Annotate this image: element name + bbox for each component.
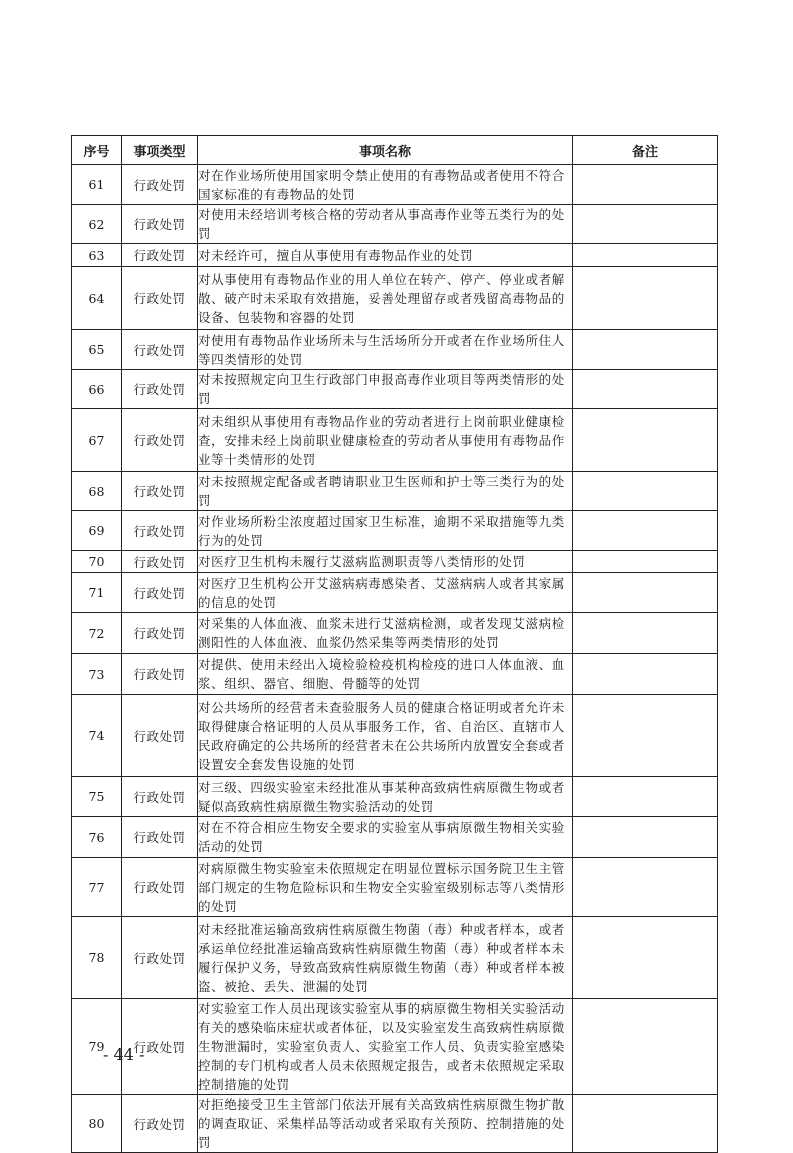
header-name: 事项名称 [198, 136, 573, 165]
row-number: 69 [72, 511, 122, 551]
table-row [72, 999, 718, 1095]
row-number: 63 [72, 244, 122, 267]
row-type: 行政处罚 [122, 917, 198, 999]
row-type: 行政处罚 [122, 511, 198, 551]
row-remark [573, 613, 718, 654]
row-name: 对未按照规定配备或者聘请职业卫生医师和护士等三类行为的处罚 [198, 472, 573, 511]
row-number: 70 [72, 551, 122, 573]
table-row [72, 472, 718, 511]
table-row [72, 917, 718, 999]
table-row [72, 511, 718, 551]
row-number: 65 [72, 330, 122, 370]
row-name: 对未组织从事使用有毒物品作业的劳动者进行上岗前职业健康检查，安排未经上岗前职业健康检查的劳动者从事使用有毒物品作业等十类情形的处罚 [198, 409, 573, 472]
row-number: 71 [72, 573, 122, 613]
row-type: 行政处罚 [122, 858, 198, 917]
row-name: 对医疗卫生机构公开艾滋病病毒感染者、艾滋病病人或者其家属的信息的处罚 [198, 573, 573, 613]
header-type: 事项类型 [122, 136, 198, 165]
row-type: 行政处罚 [122, 205, 198, 244]
table-row [72, 817, 718, 858]
row-remark [573, 858, 718, 917]
row-remark [573, 573, 718, 613]
row-number: 78 [72, 917, 122, 999]
row-type: 行政处罚 [122, 165, 198, 205]
row-type: 行政处罚 [122, 654, 198, 695]
row-number: 61 [72, 165, 122, 205]
row-name: 对公共场所的经营者未查验服务人员的健康合格证明或者允许未取得健康合格证明的人员从事服务工作，省、自治区、直辖市人民政府确定的公共场所的经营者未在公共场所内放置安全套或者设置安全套发售设施的处罚 [198, 695, 573, 777]
row-remark [573, 917, 718, 999]
row-remark [573, 409, 718, 472]
row-number: 67 [72, 409, 122, 472]
row-number: 74 [72, 695, 122, 777]
table-row [72, 551, 718, 573]
table-header-row [72, 136, 718, 165]
row-type: 行政处罚 [122, 777, 198, 817]
table-row [72, 409, 718, 472]
row-name: 对在作业场所使用国家明令禁止使用的有毒物品或者使用不符合国家标准的有毒物品的处罚 [198, 165, 573, 205]
row-type: 行政处罚 [122, 573, 198, 613]
row-type: 行政处罚 [122, 613, 198, 654]
row-remark [573, 817, 718, 858]
row-type: 行政处罚 [122, 267, 198, 330]
row-type: 行政处罚 [122, 330, 198, 370]
table-row [72, 267, 718, 330]
row-name: 对拒绝接受卫生主管部门依法开展有关高致病性病原微生物扩散的调查取证、采集样品等活动或者采取有关预防、控制措施的处罚 [198, 1095, 573, 1153]
row-number: 76 [72, 817, 122, 858]
row-number: 72 [72, 613, 122, 654]
row-name: 对在不符合相应生物安全要求的实验室从事病原微生物相关实验活动的处罚 [198, 817, 573, 858]
row-remark [573, 244, 718, 267]
row-number: 80 [72, 1095, 122, 1153]
row-remark [573, 551, 718, 573]
row-remark [573, 267, 718, 330]
row-remark [573, 165, 718, 205]
row-remark [573, 472, 718, 511]
row-name: 对未经许可，擅自从事使用有毒物品作业的处罚 [198, 244, 573, 267]
row-remark [573, 370, 718, 409]
table-row [72, 330, 718, 370]
row-type: 行政处罚 [122, 695, 198, 777]
row-name: 对从事使用有毒物品作业的用人单位在转产、停产、停业或者解散、破产时未采取有效措施，妥善处理留存或者残留高毒物品的设备、包装物和容器的处罚 [198, 267, 573, 330]
row-name: 对未按照规定向卫生行政部门申报高毒作业项目等两类情形的处罚 [198, 370, 573, 409]
row-type: 行政处罚 [122, 472, 198, 511]
row-type: 行政处罚 [122, 370, 198, 409]
table-row [72, 205, 718, 244]
row-remark [573, 654, 718, 695]
row-remark [573, 777, 718, 817]
row-number: 79 [72, 999, 122, 1095]
row-type: 行政处罚 [122, 999, 198, 1095]
row-type: 行政处罚 [122, 817, 198, 858]
table-row [72, 573, 718, 613]
table-row [72, 654, 718, 695]
table-row [72, 695, 718, 777]
row-type: 行政处罚 [122, 1095, 198, 1153]
row-name: 对作业场所粉尘浓度超过国家卫生标准，逾期不采取措施等九类行为的处罚 [198, 511, 573, 551]
table-body [72, 165, 718, 1153]
row-remark [573, 511, 718, 551]
row-remark [573, 999, 718, 1095]
row-number: 75 [72, 777, 122, 817]
row-name: 对三级、四级实验室未经批准从事某种高致病性病原微生物或者疑似高致病性病原微生物实验活动的处罚 [198, 777, 573, 817]
table-row [72, 858, 718, 917]
row-name: 对实验室工作人员出现该实验室从事的病原微生物相关实验活动有关的感染临床症状或者体征，以及实验室发生高致病性病原微生物泄漏时，实验室负责人、实验室工作人员、负责实验室感染控制的专门机构或者人员未依照规定报告，或者未依照规定采取控制措施的处罚 [198, 999, 573, 1095]
row-name: 对使用有毒物品作业场所未与生活场所分开或者在作业场所住人等四类情形的处罚 [198, 330, 573, 370]
matters-table [71, 135, 718, 1153]
row-remark [573, 1095, 718, 1153]
row-number: 66 [72, 370, 122, 409]
header-remark: 备注 [573, 136, 718, 165]
row-remark [573, 330, 718, 370]
table-row [72, 165, 718, 205]
row-name: 对采集的人体血液、血浆未进行艾滋病检测，或者发现艾滋病检测阳性的人体血液、血浆仍然采集等两类情形的处罚 [198, 613, 573, 654]
row-type: 行政处罚 [122, 244, 198, 267]
table-row [72, 613, 718, 654]
row-type: 行政处罚 [122, 409, 198, 472]
row-name: 对未经批准运输高致病性病原微生物菌（毒）种或者样本，或者承运单位经批准运输高致病性病原微生物菌（毒）种或者样本未履行保护义务，导致高致病性病原微生物菌（毒）种或者样本被盗、被抢、丢失、泄漏的处罚 [198, 917, 573, 999]
row-name: 对医疗卫生机构未履行艾滋病监测职责等八类情形的处罚 [198, 551, 573, 573]
row-number: 73 [72, 654, 122, 695]
table-row [72, 777, 718, 817]
row-remark [573, 695, 718, 777]
row-remark [573, 205, 718, 244]
row-number: 77 [72, 858, 122, 917]
table-row [72, 1095, 718, 1153]
row-type: 行政处罚 [122, 551, 198, 573]
row-number: 62 [72, 205, 122, 244]
page-number: - 44 - [103, 1045, 145, 1064]
header-no: 序号 [72, 136, 122, 165]
table-row [72, 370, 718, 409]
row-name: 对病原微生物实验室未依照规定在明显位置标示国务院卫生主管部门规定的生物危险标识和生物安全实验室级别标志等八类情形的处罚 [198, 858, 573, 917]
row-name: 对使用未经培训考核合格的劳动者从事高毒作业等五类行为的处罚 [198, 205, 573, 244]
table-row [72, 244, 718, 267]
row-name: 对提供、使用未经出入境检验检疫机构检疫的进口人体血液、血浆、组织、器官、细胞、骨髓等的处罚 [198, 654, 573, 695]
row-number: 68 [72, 472, 122, 511]
row-number: 64 [72, 267, 122, 330]
